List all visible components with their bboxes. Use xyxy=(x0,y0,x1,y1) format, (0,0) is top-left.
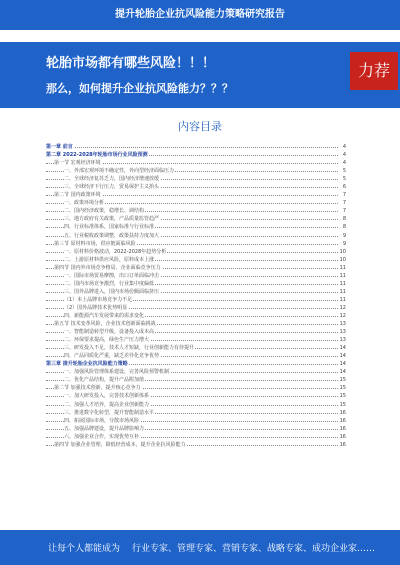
toc-entry-page: 11 xyxy=(339,264,346,271)
toc-entry[interactable] xyxy=(46,441,346,449)
toc-entry-title: （1）本土品牌市场竞争力不足 xyxy=(64,296,133,303)
toc-entry-page: 14 xyxy=(339,353,346,360)
toc-entry[interactable] xyxy=(46,183,346,191)
toc-entry-page: 16 xyxy=(339,417,346,424)
toc-entry-title: 一、加大研发投入，完善技术创新体系 xyxy=(64,393,150,400)
toc-entry[interactable] xyxy=(46,215,346,223)
toc-entry[interactable] xyxy=(46,199,346,207)
toc-entry-page: 11 xyxy=(339,296,346,303)
toc-entry-title: 六、加强企业合作，实现优势互补 xyxy=(64,433,140,440)
toc-entry-title: 四、行业标准体系，国家标准与行业标准 xyxy=(64,224,155,231)
toc-entry[interactable] xyxy=(46,280,346,288)
toc-entry[interactable] xyxy=(46,256,346,264)
toc-entry[interactable] xyxy=(46,207,346,215)
toc-entry[interactable] xyxy=(46,240,346,248)
toc-entry-page: 7 xyxy=(342,208,346,215)
toc-entry-page: 6 xyxy=(342,184,346,191)
toc-entry-page: 16 xyxy=(339,433,346,440)
toc-entry[interactable] xyxy=(46,417,346,425)
toc-entry-title: 四、产品同质化严重，缺乏差异化竞争优势 xyxy=(64,353,160,360)
toc-entry-page: 14 xyxy=(339,361,346,368)
toc-entry-page: 7 xyxy=(342,200,346,207)
toc-entry-page: 13 xyxy=(339,321,346,328)
toc-entry-title: 三、研发投入不足，技术人才短缺，行业创新能力有待提升 xyxy=(64,345,195,352)
toc-entry-page: 13 xyxy=(339,337,346,344)
toc-entry-page: 8 xyxy=(342,224,346,231)
toc-entry-page: 12 xyxy=(339,304,346,311)
toc-entry[interactable] xyxy=(46,392,346,400)
toc-entry-title: 一、外部宏观环境不确定性，外向型经济面临压力 xyxy=(64,168,175,175)
toc-entry-page: 5 xyxy=(342,168,346,175)
toc-entry-title: 二、国内经济政策，稳增长、调结构 xyxy=(64,208,145,215)
toc-entry-title: 一、加强风险管理体系建设，完善风险预警机制 xyxy=(64,369,170,376)
toc-entry[interactable] xyxy=(46,433,346,441)
toc-entry-title: 第三节 原材料市场，供应链面临风险 xyxy=(54,240,136,247)
toc-entry-page: 5 xyxy=(342,176,346,183)
toc-entry-title: 第二节 国内政策环境 xyxy=(54,192,101,199)
toc-entry-title: 一、智能制造转型升级，设备投入成本高 xyxy=(64,329,155,336)
toc-entry-page: 11 xyxy=(339,272,346,279)
toc-entry-page: 9 xyxy=(342,232,346,239)
toc-entry-title: 第一章 前言 xyxy=(46,144,73,150)
toc-entry[interactable] xyxy=(46,248,346,256)
toc-entry[interactable] xyxy=(46,352,346,360)
toc-entry[interactable] xyxy=(46,191,346,199)
toc-entry-title: 第四节 加强企业管理，降低经营成本，提升企业抗风险能力 xyxy=(54,441,186,448)
toc-entry-page: 4 xyxy=(342,144,346,150)
toc-entry[interactable] xyxy=(46,143,346,151)
toc-entry-page: 16 xyxy=(339,425,346,432)
hero-subheadline: 那么，如何提升企业抗风险能力？？？ xyxy=(46,82,233,95)
toc-entry[interactable] xyxy=(46,175,346,183)
toc-entry-page: 15 xyxy=(339,401,346,408)
toc-entry-page: 15 xyxy=(339,385,346,392)
toc-entry[interactable] xyxy=(46,272,346,280)
toc-entry[interactable] xyxy=(46,296,346,304)
toc-entry[interactable] xyxy=(46,223,346,231)
toc-entry-title: 第五节 技术变革风险，企业技术创新面临挑战 xyxy=(54,321,156,328)
toc-entry-page: 8 xyxy=(342,216,346,223)
toc-entry-title: 一、政策环境分析 xyxy=(64,200,105,207)
footer-roles: 行业专家、管理专家、营销专家、战略专家、成功企业家…… xyxy=(132,544,376,554)
table-of-contents xyxy=(46,143,346,449)
recommend-badge: 力荐 xyxy=(350,52,398,90)
toc-entry-page: 14 xyxy=(339,369,346,376)
toc-entry-title: 四、新能源汽车发展带来的需求变化 xyxy=(64,312,145,319)
toc-entry[interactable] xyxy=(46,360,346,368)
toc-entry[interactable] xyxy=(46,328,346,336)
toc-entry-title: 第二章 2022-2028年轮胎市场行业风险预测 xyxy=(46,152,148,159)
toc-entry-page: 15 xyxy=(339,377,346,384)
toc-entry-title: 五、行业税收政策调整，政策扶持力度加大 xyxy=(64,232,160,239)
toc-entry-page: 12 xyxy=(339,312,346,319)
hero-headline: 轮胎市场都有哪些风险！！！ xyxy=(46,56,216,71)
toc-entry[interactable] xyxy=(46,376,346,384)
toc-entry[interactable] xyxy=(46,151,346,159)
toc-entry[interactable] xyxy=(46,312,346,320)
footer-slogan: 让每个人都能成为 xyxy=(48,544,121,554)
toc-leader-dots xyxy=(46,147,338,148)
report-title-bar: 提升轮胎企业抗风险能力策略研究报告 xyxy=(0,0,400,30)
toc-entry-title: 五、加强品牌建设，提升品牌影响力 xyxy=(64,425,145,432)
toc-entry-page: 16 xyxy=(339,409,346,416)
toc-entry-page: 4 xyxy=(342,160,346,167)
toc-entry[interactable] xyxy=(46,320,346,328)
hero-banner xyxy=(0,42,400,108)
toc-entry[interactable] xyxy=(46,409,346,417)
toc-entry-page: 10 xyxy=(339,248,346,255)
toc-entry[interactable] xyxy=(46,368,346,376)
toc-entry-title: （2）国外品牌技术优势明显 xyxy=(64,304,128,311)
toc-entry-title: 第四节 国内外市场竞争格局，企业面临竞争压力 xyxy=(54,264,161,271)
toc-entry-page: 7 xyxy=(342,192,346,199)
toc-entry[interactable] xyxy=(46,232,346,240)
toc-entry-page: 9 xyxy=(342,240,346,247)
toc-entry[interactable] xyxy=(46,384,346,392)
toc-entry-title: 二、优化产品结构，提升产品附加值 xyxy=(64,377,145,384)
toc-entry-title: 二、加强人才培养，提高企业创新能力 xyxy=(64,401,150,408)
toc-entry-title: 一、国际市场贸易摩擦，出口订单面临冲击 xyxy=(64,272,160,279)
toc-entry-title: 四、拓展国际市场，分散市场风险 xyxy=(64,417,140,424)
toc-entry-title: 二、环保要求提高，绿色生产压力增大 xyxy=(64,337,150,344)
footer-bar xyxy=(0,530,400,565)
toc-entry-title: 第一节 宏观经济环境 xyxy=(54,160,101,167)
toc-entry[interactable] xyxy=(46,344,346,352)
toc-entry[interactable] xyxy=(46,336,346,344)
toc-entry-page: 15 xyxy=(339,393,346,400)
toc-entry-title: 三、地方政府有关政策，产品质量监管趋严 xyxy=(64,216,160,223)
toc-entry-page: 11 xyxy=(339,280,346,287)
toc-entry[interactable] xyxy=(46,264,346,272)
toc-entry-page: 10 xyxy=(339,256,346,263)
toc-entry-title: 三、推进数字化转型，提升智能制造水平 xyxy=(64,409,155,416)
toc-entry[interactable] xyxy=(46,159,346,167)
toc-entry[interactable] xyxy=(46,288,346,296)
toc-entry[interactable] xyxy=(46,304,346,312)
toc-entry-title: 二、上游原材料供应风险，原料成本上涨 xyxy=(64,256,155,263)
toc-entry-title: 三、全球经济下行压力，贸易保护主义抬头 xyxy=(64,184,160,191)
toc-entry-title: 第二节 加强技术创新，提升核心竞争力 xyxy=(54,385,141,392)
toc-entry-title: 二、国内市场竞争激烈，行业集中度偏低 xyxy=(64,280,155,287)
toc-entry[interactable] xyxy=(46,167,346,175)
toc-entry[interactable] xyxy=(46,425,346,433)
toc-entry-title: 二、全球经济复苏乏力，国内经济增速放缓 xyxy=(64,176,160,183)
toc-entry-title: 第三章 提升轮胎企业抗风险能力策略 xyxy=(46,361,128,368)
toc-entry-title: 一、原材料价格波动，2022-2028年趋势分析 xyxy=(64,248,167,255)
toc-entry-page: 11 xyxy=(339,288,346,295)
toc-title: 内容目录 xyxy=(178,120,222,133)
toc-entry-page: 4 xyxy=(342,152,346,159)
toc-entry-page: 16 xyxy=(339,441,346,448)
toc-entry-page: 13 xyxy=(339,329,346,336)
toc-entry[interactable] xyxy=(46,401,346,409)
toc-entry-page: 14 xyxy=(339,345,346,352)
toc-entry-title: 三、国外品牌进入，国内市场份额面临挤压 xyxy=(64,288,160,295)
